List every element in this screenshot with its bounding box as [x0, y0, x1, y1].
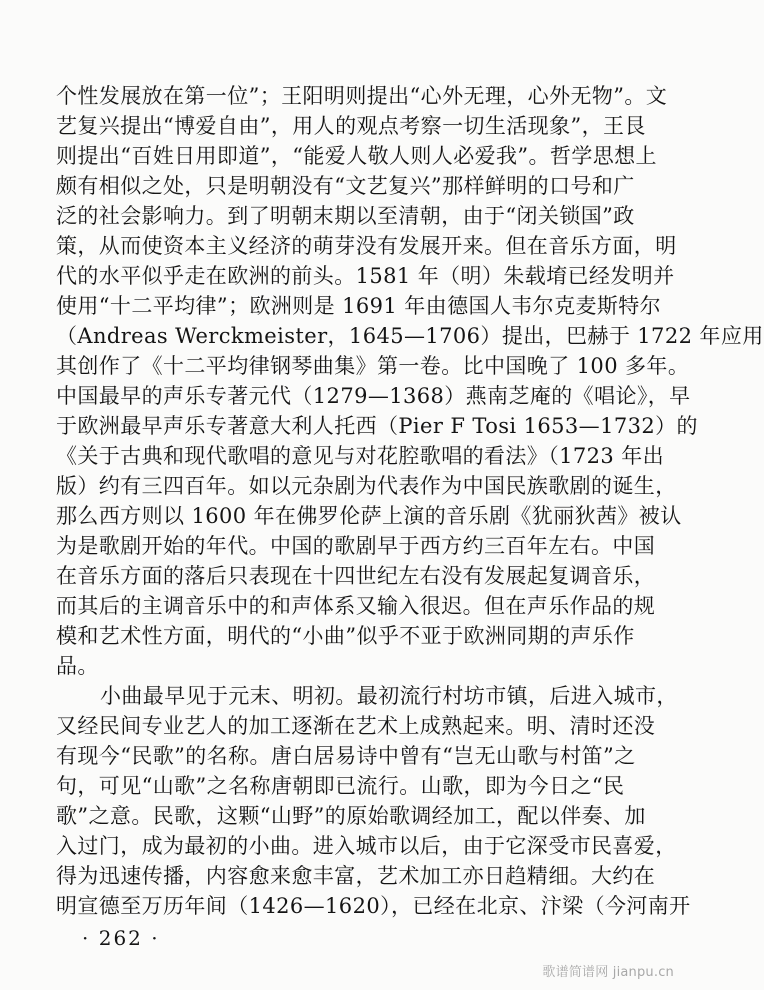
text-line: 个性发展放在第一位”；王阳明则提出“心外无理，心外无物”。文 — [56, 84, 668, 108]
text-line: 歌”之意。民歌，这颗“山野”的原始歌调经加工，配以伴奏、加 — [56, 804, 646, 828]
text-line: 策，从而使资本主义经济的萌芽没有发展开来。但在音乐方面，明 — [56, 234, 677, 258]
text-line: 品。 — [56, 654, 99, 678]
text-line: 于欧洲最早声乐专著意大利人托西（Pier F Tosi 1653—1732）的 — [56, 414, 698, 438]
text-line: 模和艺术性方面，明代的“小曲”似乎不亚于欧洲同期的声乐作 — [56, 624, 635, 648]
text-line: 有现今“民歌”的名称。唐白居易诗中曾有“岂无山歌与村笛”之 — [56, 744, 636, 768]
text-line: （Andreas Werckmeister，1645—1706）提出，巴赫于 1722 年应用 — [56, 324, 764, 348]
text-line: 又经民间专业艺人的加工逐渐在艺术上成熟起来。明、清时还没 — [56, 714, 656, 738]
page-number: · 262 · — [82, 926, 160, 950]
text-line: 《关于古典和现代歌唱的意见与对花腔歌唱的看法》（1723 年出 — [56, 444, 665, 468]
text-line: 版）约有三四百年。如以元杂剧为代表作为中国民族歌剧的诞生， — [56, 474, 677, 498]
text-line: 明宣德至万历年间（1426—1620），已经在北京、汴梁（今河南开 — [56, 894, 691, 918]
text-line: 使用“十二平均律”；欧洲则是 1691 年由德国人韦尔克麦斯特尔 — [56, 294, 662, 318]
text-line: 其创作了《十二平均律钢琴曲集》第一卷。比中国晚了 100 多年。 — [56, 354, 690, 378]
text-line: 小曲最早见于元末、明初。最初流行村坊市镇，后进入城市， — [100, 684, 678, 708]
text-line: 为是歌剧开始的年代。中国的歌剧早于西方约三百年左右。中国 — [56, 534, 656, 558]
watermark: 歌谱简谱网 jianpu.cn — [542, 965, 674, 980]
text-line: 句，可见“山歌”之名称唐朝即已流行。山歌，即为今日之“民 — [56, 774, 625, 798]
text-line: 颇有相似之处，只是明朝没有“文艺复兴”那样鲜明的口号和广 — [56, 174, 635, 198]
text-line: 入过门，成为最初的小曲。进入城市以后，由于它深受市民喜爱， — [56, 834, 677, 858]
text-line: 代的水平似乎走在欧洲的前头。1581 年（明）朱载堉已经发明并 — [56, 264, 675, 288]
text-line: 则提出“百姓日用即道”，“能爱人敬人则人必爱我”。哲学思想上 — [56, 144, 657, 168]
text-line: 在音乐方面的落后只表现在十四世纪左右没有发展起复调音乐， — [56, 564, 656, 588]
text-line: 得为迅速传播，内容愈来愈丰富，艺术加工亦日趋精细。大约在 — [56, 864, 656, 888]
text-line: 而其后的主调音乐中的和声体系又输入很迟。但在声乐作品的规 — [56, 594, 656, 618]
text-line: 中国最早的声乐专著元代（1279—1368）燕南芝庵的《唱论》，早 — [56, 384, 691, 408]
text-line: 泛的社会影响力。到了明朝末期以至清朝，由于“闭关锁国”政 — [56, 204, 635, 228]
text-line: 艺复兴提出“博爱自由”，用人的观点考察一切生活现象”，王艮 — [56, 114, 646, 138]
text-line: 那么西方则以 1600 年在佛罗伦萨上演的音乐剧《犹丽狄茜》被认 — [56, 504, 682, 528]
